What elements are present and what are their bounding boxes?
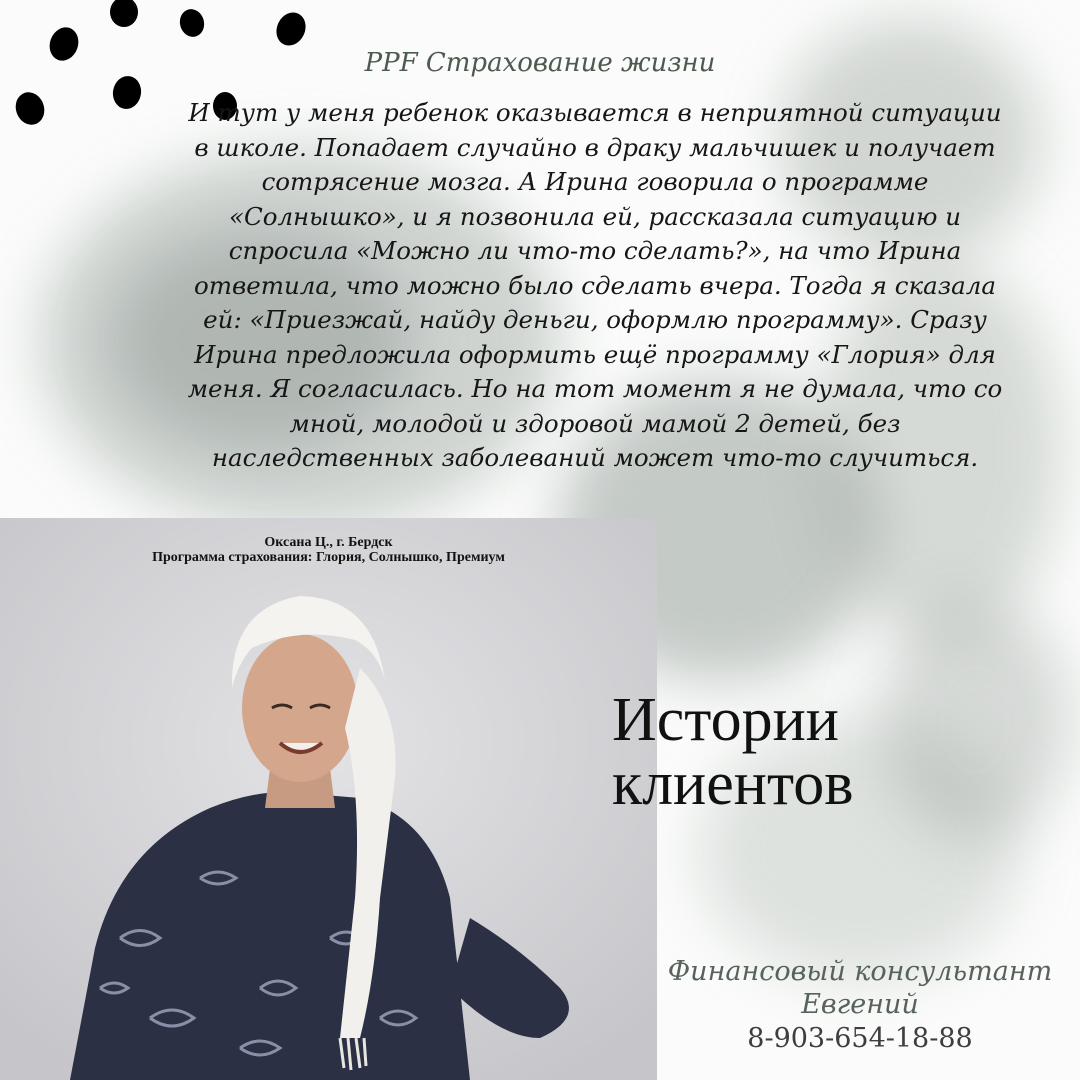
page-heading <box>612 688 932 816</box>
decorative-dot <box>110 0 138 27</box>
client-photo <box>0 518 657 1080</box>
testimonial-text: И тут у меня ребенок оказывается в неприятной ситуации в школе. Попадает случайно в драку мальчишек и получает сотрясение мозга. А Ирина говорила о программе «Солнышко», и я позвонила ей, рассказала ситуацию и спросила «Можно ли что-то сделать?», на что Ирина ответила, что можно было сделать вчера. Тогда я сказала ей: «Приезжай, найду деньги, оформлю программу». Сразу Ирина предложила оформить ещё программу «Глория» для меня. Я согласилась. Но на тот момент я не думала, что со мной, молодой и здоровой мамой 2 детей, без наследственных заболеваний может что-то случиться. <box>187 98 1003 472</box>
photo-caption <box>0 535 657 565</box>
decorative-dot <box>177 6 207 39</box>
consultant-phone[interactable]: 8-903-654-18-88 <box>747 1023 973 1054</box>
decorative-dot <box>271 8 311 51</box>
decorative-dot <box>45 23 83 65</box>
consultant-name: Евгений <box>801 989 919 1020</box>
heading-line-1: Истории <box>612 686 839 754</box>
decorative-dot <box>11 88 49 129</box>
insurance-programs: Программа страхования: Глория, Солнышко, Премиум <box>152 550 505 565</box>
heading-line-2: клиентов <box>612 750 854 818</box>
brand-title: PPF Страхование жизни <box>364 48 716 78</box>
client-portrait-illustration <box>0 518 657 1080</box>
client-name-city: Оксана Ц., г. Бердск <box>264 535 393 550</box>
consultant-role: Финансовый консультант <box>667 956 1053 987</box>
consultant-contact <box>650 955 1070 1057</box>
decorative-dot <box>110 74 143 111</box>
